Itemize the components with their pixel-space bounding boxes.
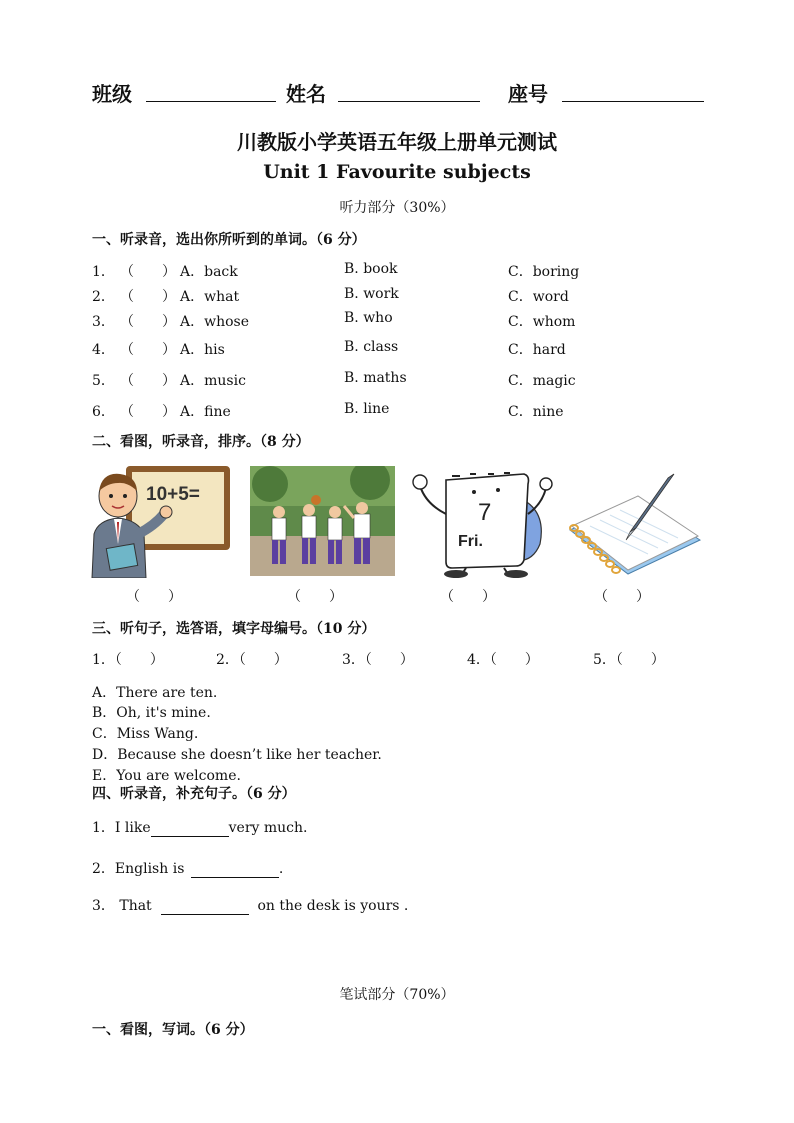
- question-number: 2．: [92, 289, 115, 305]
- teacher-picture: [88, 464, 234, 578]
- part2-heading: 二、看图，听录音，排序。（8 分）: [92, 434, 310, 450]
- option-b: B. who: [344, 310, 393, 326]
- answer-paren[interactable]: （ ）: [120, 373, 176, 389]
- sentence-2: [92, 858, 283, 878]
- option-b: B. work: [344, 286, 399, 302]
- answer-option-b: B．Oh, it's mine.: [92, 705, 211, 721]
- sentence-3: [92, 895, 408, 915]
- option-b: B. maths: [344, 370, 407, 386]
- written-part1-heading: 一、看图，写词。（6 分）: [92, 1022, 254, 1038]
- sentence-3-start: 3． That: [92, 898, 152, 914]
- unit-subtitle: Unit 1 Favourite subjects: [263, 161, 531, 183]
- calendar-weekday: Fri.: [458, 533, 483, 550]
- seat-label: 座号: [508, 82, 548, 106]
- sentence-1-blank[interactable]: [151, 820, 229, 837]
- name-field[interactable]: [338, 101, 480, 102]
- option-b: B. line: [344, 401, 390, 417]
- answer-option-d: D．Because she doesn’t like her teacher.: [92, 747, 382, 763]
- answer-paren[interactable]: （ ）: [120, 314, 176, 330]
- option-c: C．word: [508, 289, 569, 305]
- option-a: A．fine: [180, 404, 231, 420]
- part3-blank-3[interactable]: 3．（ ）: [342, 652, 414, 668]
- answer-paren[interactable]: （ ）: [120, 342, 176, 358]
- part3-blank-2[interactable]: 2．（ ）: [216, 652, 288, 668]
- part3-blank-5[interactable]: 5．（ ）: [593, 652, 665, 668]
- option-a: A．what: [180, 289, 240, 305]
- calendar-day: 7: [478, 499, 492, 526]
- children-sports-picture: [250, 466, 395, 576]
- option-a: A．whose: [180, 314, 250, 330]
- picture4-answer-paren[interactable]: （ ）: [594, 589, 650, 605]
- question-number: 5．: [92, 373, 115, 389]
- answer-paren[interactable]: （ ）: [120, 264, 176, 280]
- sentence-1: [92, 817, 307, 837]
- option-a: A．his: [180, 342, 225, 358]
- question-number: 4．: [92, 342, 115, 358]
- option-c: C．boring: [508, 264, 580, 280]
- sentence-1-end: very much.: [228, 820, 308, 836]
- option-c: C．magic: [508, 373, 576, 389]
- sentence-3-blank[interactable]: [161, 898, 249, 915]
- option-a: A．back: [180, 264, 238, 280]
- calendar-picture: [412, 464, 554, 578]
- option-c: C．hard: [508, 342, 566, 358]
- option-b: B. book: [344, 261, 398, 277]
- sentence-2-end: .: [278, 861, 284, 877]
- part3-blank-4[interactable]: 4．（ ）: [467, 652, 539, 668]
- question-number: 3．: [92, 314, 115, 330]
- part3-blank-1[interactable]: 1．（ ）: [92, 652, 164, 668]
- class-field[interactable]: [146, 101, 276, 102]
- sentence-3-end: on the desk is yours .: [257, 898, 409, 914]
- part3-heading: 三、听句子，选答语，填字母编号。（10 分）: [92, 621, 376, 637]
- option-a: A．music: [180, 373, 246, 389]
- answer-option-a: A．There are ten.: [92, 685, 218, 701]
- part1-heading: 一、听录音，选出你所听到的单词。（6 分）: [92, 232, 366, 248]
- part4-heading: 四、听录音，补充句子。（6 分）: [92, 786, 296, 802]
- answer-paren[interactable]: （ ）: [120, 289, 176, 305]
- option-c: C．whom: [508, 314, 576, 330]
- picture3-answer-paren[interactable]: （ ）: [440, 589, 496, 605]
- option-b: B. class: [344, 339, 399, 355]
- name-label: 姓名: [286, 82, 326, 106]
- sentence-2-start: 2．English is: [92, 861, 185, 877]
- listening-section-label: 听力部分（30%）: [339, 200, 455, 216]
- notebook-pen-picture: [560, 470, 706, 578]
- picture1-answer-paren[interactable]: （ ）: [126, 589, 182, 605]
- page-title: 川教版小学英语五年级上册单元测试: [237, 130, 557, 154]
- answer-option-c: C．Miss Wang.: [92, 726, 199, 742]
- question-number: 1．: [92, 264, 115, 280]
- written-section-label: 笔试部分（70%）: [339, 987, 455, 1003]
- question-number: 6．: [92, 404, 115, 420]
- sentence-2-blank[interactable]: [191, 861, 279, 878]
- sentence-1-start: 1．I like: [92, 820, 151, 836]
- answer-option-e: E．You are welcome.: [92, 768, 241, 784]
- seat-field[interactable]: [562, 101, 704, 102]
- picture2-answer-paren[interactable]: （ ）: [287, 589, 343, 605]
- board-equation: 10+5=: [146, 484, 200, 505]
- option-c: C．nine: [508, 404, 564, 420]
- answer-paren[interactable]: （ ）: [120, 404, 176, 420]
- class-label: 班级: [92, 82, 132, 106]
